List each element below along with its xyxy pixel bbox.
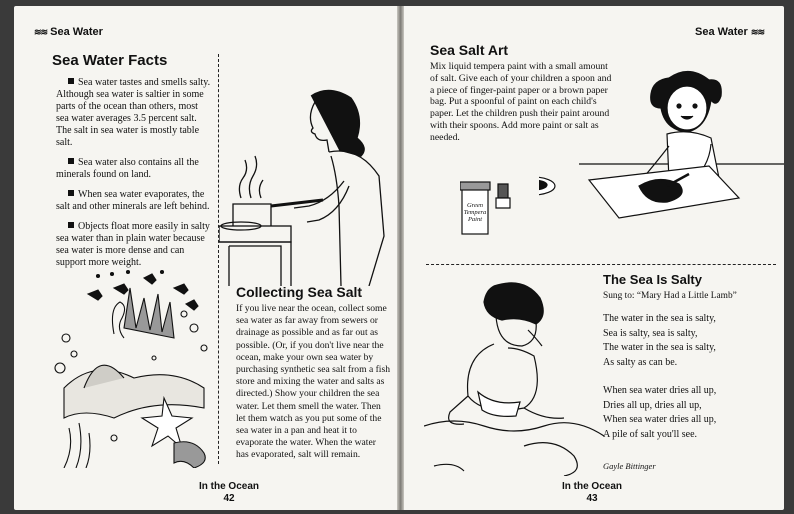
lyric-line: As salty as can be.	[603, 356, 678, 368]
running-head-right: Sea Water ≋≋	[695, 26, 764, 38]
page-number-left: 42	[223, 493, 235, 504]
fact-item: Sea water also contains all the minerals found on land.	[56, 157, 199, 180]
song-author: Gayle Bittinger	[603, 461, 656, 471]
underwater-illustration	[54, 268, 219, 468]
song-subtitle: Sung to: “Mary Had a Little Lamb”	[603, 291, 737, 301]
song-title: The Sea Is Salty	[603, 272, 702, 287]
lyric-line: The water in the sea is salty,	[603, 313, 716, 324]
book-gutter	[397, 6, 404, 510]
child-painting-illustration	[539, 68, 784, 233]
lyric-line: When sea water dries all up,	[603, 414, 717, 425]
fact-item: Sea water tastes and smells salty. Although sea water is saltier in some parts of the ocean than others, most sea water averages 3.5 percent salt. The salt in sea water is mostly table salt.	[56, 77, 211, 148]
lyric-line: The water in the sea is salty,	[603, 342, 716, 353]
footer-left: In the Ocean 42	[169, 481, 289, 505]
left-page	[14, 6, 397, 510]
running-head-left: ≋≋ Sea Water	[34, 26, 103, 38]
section-divider	[426, 264, 776, 265]
right-page	[404, 6, 784, 510]
jar-label: Green Tempera Paint	[463, 202, 487, 223]
lyric-line: When sea water dries all up,	[603, 385, 717, 396]
lyric-line: Sea is salty, sea is salty,	[603, 327, 698, 339]
page-number-right: 43	[586, 493, 598, 504]
toddler-beach-illustration	[424, 276, 604, 476]
collecting-text: If you live near the ocean, collect some sea water as far away from sewers or drainage as possible and as far out as possible. (Or, if you don't live near the ocean, make your own sea water by purchasing synthetic sea salt from a fish store and mixing the water and salts as directed.) Show your children the sea water. Let them smell the water. Then let them watch as you put some of the sea water in a pan and heat it to evaporate the water. When the water has evaporated, salt will remain.	[236, 303, 390, 461]
facts-list	[56, 77, 211, 277]
lyric-line: Dries all up, dries all up,	[603, 399, 702, 411]
facts-title: Sea Water Facts	[52, 52, 168, 69]
woman-stove-illustration	[219, 86, 394, 286]
art-text: Mix liquid tempera paint with a small amount of salt. Give each of your children a spoon and a piece of finger-paint paper or a brown paper bag. Put a spoonful of paint on each child's paper. Let the children push their paint around with their spoons. Add more paint or salt as needed.	[430, 61, 612, 143]
fact-item: When sea water evaporates, the salt and other minerals are left behind.	[56, 189, 210, 212]
footer-right: In the Ocean 43	[532, 481, 652, 505]
bullet-square-icon	[68, 78, 74, 84]
bullet-square-icon	[68, 222, 74, 228]
art-title: Sea Salt Art	[430, 42, 509, 58]
bullet-square-icon	[68, 158, 74, 164]
wave-icon: ≋≋	[750, 27, 764, 37]
song-lyrics	[603, 312, 783, 442]
lyric-line: A pile of salt you'll see.	[603, 428, 698, 440]
fact-item: Objects float more easily in salty sea water than in plain water because sea water is more dense and can support more weight.	[56, 221, 210, 268]
bullet-square-icon	[68, 190, 74, 196]
wave-icon: ≋≋	[34, 27, 48, 37]
collecting-title: Collecting Sea Salt	[236, 284, 363, 300]
